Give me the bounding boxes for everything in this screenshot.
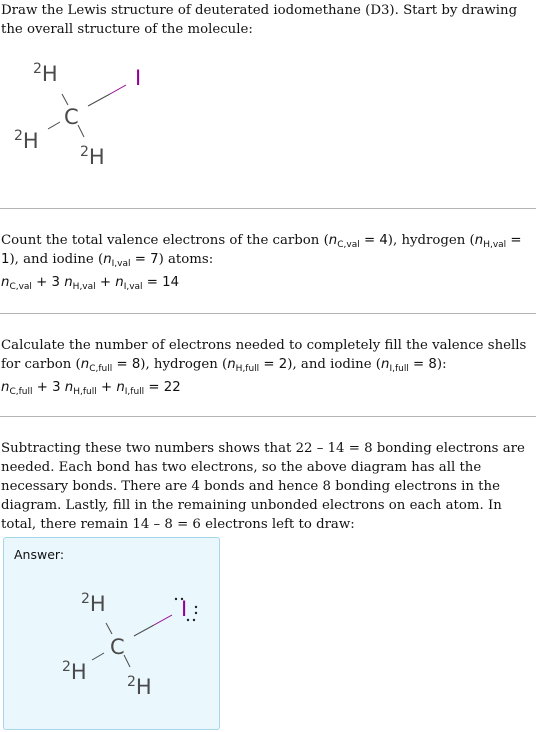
divider-3 (0, 416, 536, 417)
bond-c-i-purple (110, 85, 126, 94)
bond-c-h-bottom (78, 125, 84, 137)
atom-iodine: I (135, 66, 142, 90)
bond-c-i-gray (88, 94, 110, 106)
valence-text: Count the total valence electrons of the carbon $(n_{C,val} = 4)$, hydrogen $(n_{H,val} = 1)$, and iodine $(n_{I,val} = 7)$ atoms: (1, 233, 522, 269)
divider-1 (0, 208, 536, 209)
bond-c-h-left (48, 122, 60, 129)
answer-label: Answer: (14, 547, 65, 562)
answer-bond-c-i-gray (134, 625, 154, 636)
answer-bond-c-i-purple (154, 615, 172, 625)
answer-atom-deuterium-left: $^2$H (62, 659, 87, 684)
answer-atom-iodine: I (181, 597, 188, 621)
intro-text: Draw the Lewis structure of deuterated iodomethane (D3). Start by drawing the overall structure of the molecule: (1, 3, 518, 37)
atom-deuterium-bottom: $^2$H (80, 144, 105, 169)
valence-equation: $n_{C,val} + 3$ $n_{H,val} + n_{I,val} = 14$ (1, 275, 180, 292)
answer-box (3, 537, 220, 730)
answer-atom-deuterium-top: $^2$H (81, 591, 106, 616)
molecule-structure-1 (0, 50, 200, 180)
answer-bonds (48, 578, 218, 728)
divider-2 (0, 313, 536, 314)
answer-bond-c-h-left (92, 653, 104, 660)
answer-atom-carbon: C (110, 635, 125, 659)
atom-deuterium-top: $^2$H (33, 61, 58, 86)
molecule-structure-answer (48, 578, 218, 728)
full-shells-equation: $n_{C,full} + 3$ $n_{H,full} + n_{I,full} = 22$ (1, 380, 181, 397)
bond-c-h-top (62, 94, 68, 105)
conclusion-text: Subtracting these two numbers shows that 22 – 14 = 8 bonding electrons are needed. Each bond has two electrons, so the above diagram has all the necessary bonds. There are 4 bonds and hence 8 bonding electrons in the diagram. Lastly, fill in the remaining unbonded electrons on each atom. In total, there remain 14 – 8 = 6 electrons left to draw: (1, 441, 525, 532)
answer-bond-c-h-bottom (124, 655, 130, 667)
full-shells-text: Calculate the number of electrons needed to completely fill the valence shells for carbon $(n_{C,full} = 8)$, hydrogen $(n_{H,full} = 2)$, and iodine $(n_{I,full} = 8)$: (1, 338, 527, 374)
atom-deuterium-left: $^2$H (14, 128, 39, 153)
answer-bond-c-h-top (106, 623, 112, 634)
answer-atom-deuterium-bottom: $^2$H (127, 674, 152, 699)
atom-carbon: C (64, 105, 79, 129)
